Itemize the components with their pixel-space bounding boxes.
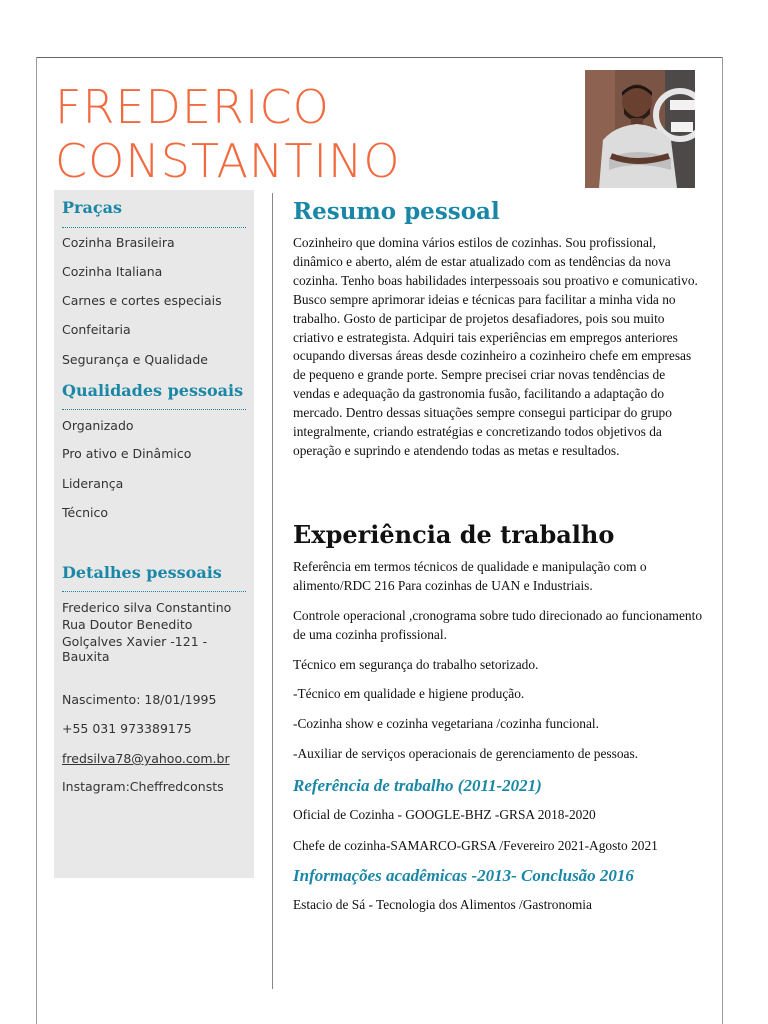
page-top-border bbox=[36, 57, 723, 58]
references-heading: Referência de trabalho (2011-2021) bbox=[293, 776, 542, 795]
summary-text: Cozinheiro que domina vários estilos de cozinhas. Sou profissional, dinâmico e aberto, além de estar atualizado com as tendências da nova cozinha. Tenho boas habilidades interpessoais sou proativo e comunicativo. Busco sempre aprimorar ideias e técnicas para facilitar a minha vida no trabalho. Gosto de participar de projetos desafiadores, pois sou muito criativo e estrategista. Adquiri tais experiências em empregos anteriores ocupando diversas áreas desde cozinheiro a cozinheiro chefe em empresas de pequeno e grande porte. Sempre precisei criar novas tendências de vendas e adequação da gastronomia fusão, facilitando a adaptação do mercado. Dentro dessas situações sempre consegui participar do grupo integralmente, criando estratégias e concretizando todos objetivos da operação e suprindo e atendendo todas as metas e resultados. bbox=[293, 235, 698, 458]
experience-item: -Cozinha show e cozinha vegetariana /cozinha funcional. bbox=[293, 716, 599, 731]
qualidade-item: Liderança bbox=[62, 476, 124, 491]
academic-heading: Informações acadêmicas -2013- Conclusão 2016 bbox=[293, 866, 634, 885]
instagram-handle: Instagram:Cheffredconsts bbox=[62, 779, 224, 794]
reference-item: Chefe de cozinha-SAMARCO-GRSA /Fevereiro 2021-Agosto 2021 bbox=[293, 838, 658, 853]
candidate-name bbox=[55, 80, 401, 188]
qualidade-item: Pro ativo e Dinâmico bbox=[62, 446, 192, 461]
detalhes-divider bbox=[62, 591, 246, 592]
pracas-divider bbox=[62, 227, 246, 228]
column-divider bbox=[272, 193, 273, 989]
page-left-border bbox=[36, 57, 37, 1024]
praca-item: Confeitaria bbox=[62, 322, 131, 337]
qualidades-divider bbox=[62, 409, 246, 410]
praca-item: Segurança e Qualidade bbox=[62, 352, 208, 367]
experience-item: -Auxiliar de serviços operacionais de gerenciamento de pessoas. bbox=[293, 746, 639, 761]
name-line-1: FREDERICO bbox=[55, 80, 330, 134]
experience-item: Controle operacional ,cronograma sobre tudo direcionado ao funcionamento de uma cozinha profissional. bbox=[293, 608, 703, 642]
address-line: Golçalves Xavier -121 -Bauxita bbox=[62, 634, 208, 664]
sidebar bbox=[54, 190, 254, 878]
qualidades-heading: Qualidades pessoais bbox=[62, 381, 244, 400]
email-link[interactable]: fredsilva78@yahoo.com.br bbox=[62, 751, 230, 766]
reference-item: Oficial de Cozinha - GOOGLE-BHZ -GRSA 2018-2020 bbox=[293, 807, 596, 822]
page-right-border bbox=[722, 57, 723, 1024]
pracas-heading: Praças bbox=[62, 198, 122, 217]
praca-item: Cozinha Brasileira bbox=[62, 235, 175, 250]
address-line: Frederico silva Constantino bbox=[62, 600, 232, 615]
profile-photo bbox=[585, 70, 695, 188]
qualidade-item: Organizado bbox=[62, 418, 134, 433]
phone-number: +55 031 973389175 bbox=[62, 721, 192, 736]
academic-item: Estacio de Sá - Tecnologia dos Alimentos /Gastronomia bbox=[293, 897, 592, 912]
name-line-2: CONSTANTINO bbox=[55, 134, 401, 188]
praca-item: Cozinha Italiana bbox=[62, 264, 163, 279]
praca-item: Carnes e cortes especiais bbox=[62, 293, 222, 308]
detalhes-heading: Detalhes pessoais bbox=[62, 563, 222, 582]
experience-item: Técnico em segurança do trabalho setorizado. bbox=[293, 657, 539, 672]
profile-photo-image bbox=[585, 70, 695, 188]
address-line: Rua Doutor Benedito bbox=[62, 617, 193, 632]
qualidade-item: Técnico bbox=[62, 505, 108, 520]
experience-item: Referência em termos técnicos de qualidade e manipulação com o alimento/RDC 216 Para cozinhas de UAN e Industriais. bbox=[293, 559, 647, 593]
birth-date: Nascimento: 18/01/1995 bbox=[62, 692, 217, 707]
summary-heading: Resumo pessoal bbox=[293, 198, 500, 225]
experience-heading: Experiência de trabalho bbox=[293, 520, 615, 549]
experience-item: -Técnico em qualidade e higiene produção. bbox=[293, 686, 525, 701]
